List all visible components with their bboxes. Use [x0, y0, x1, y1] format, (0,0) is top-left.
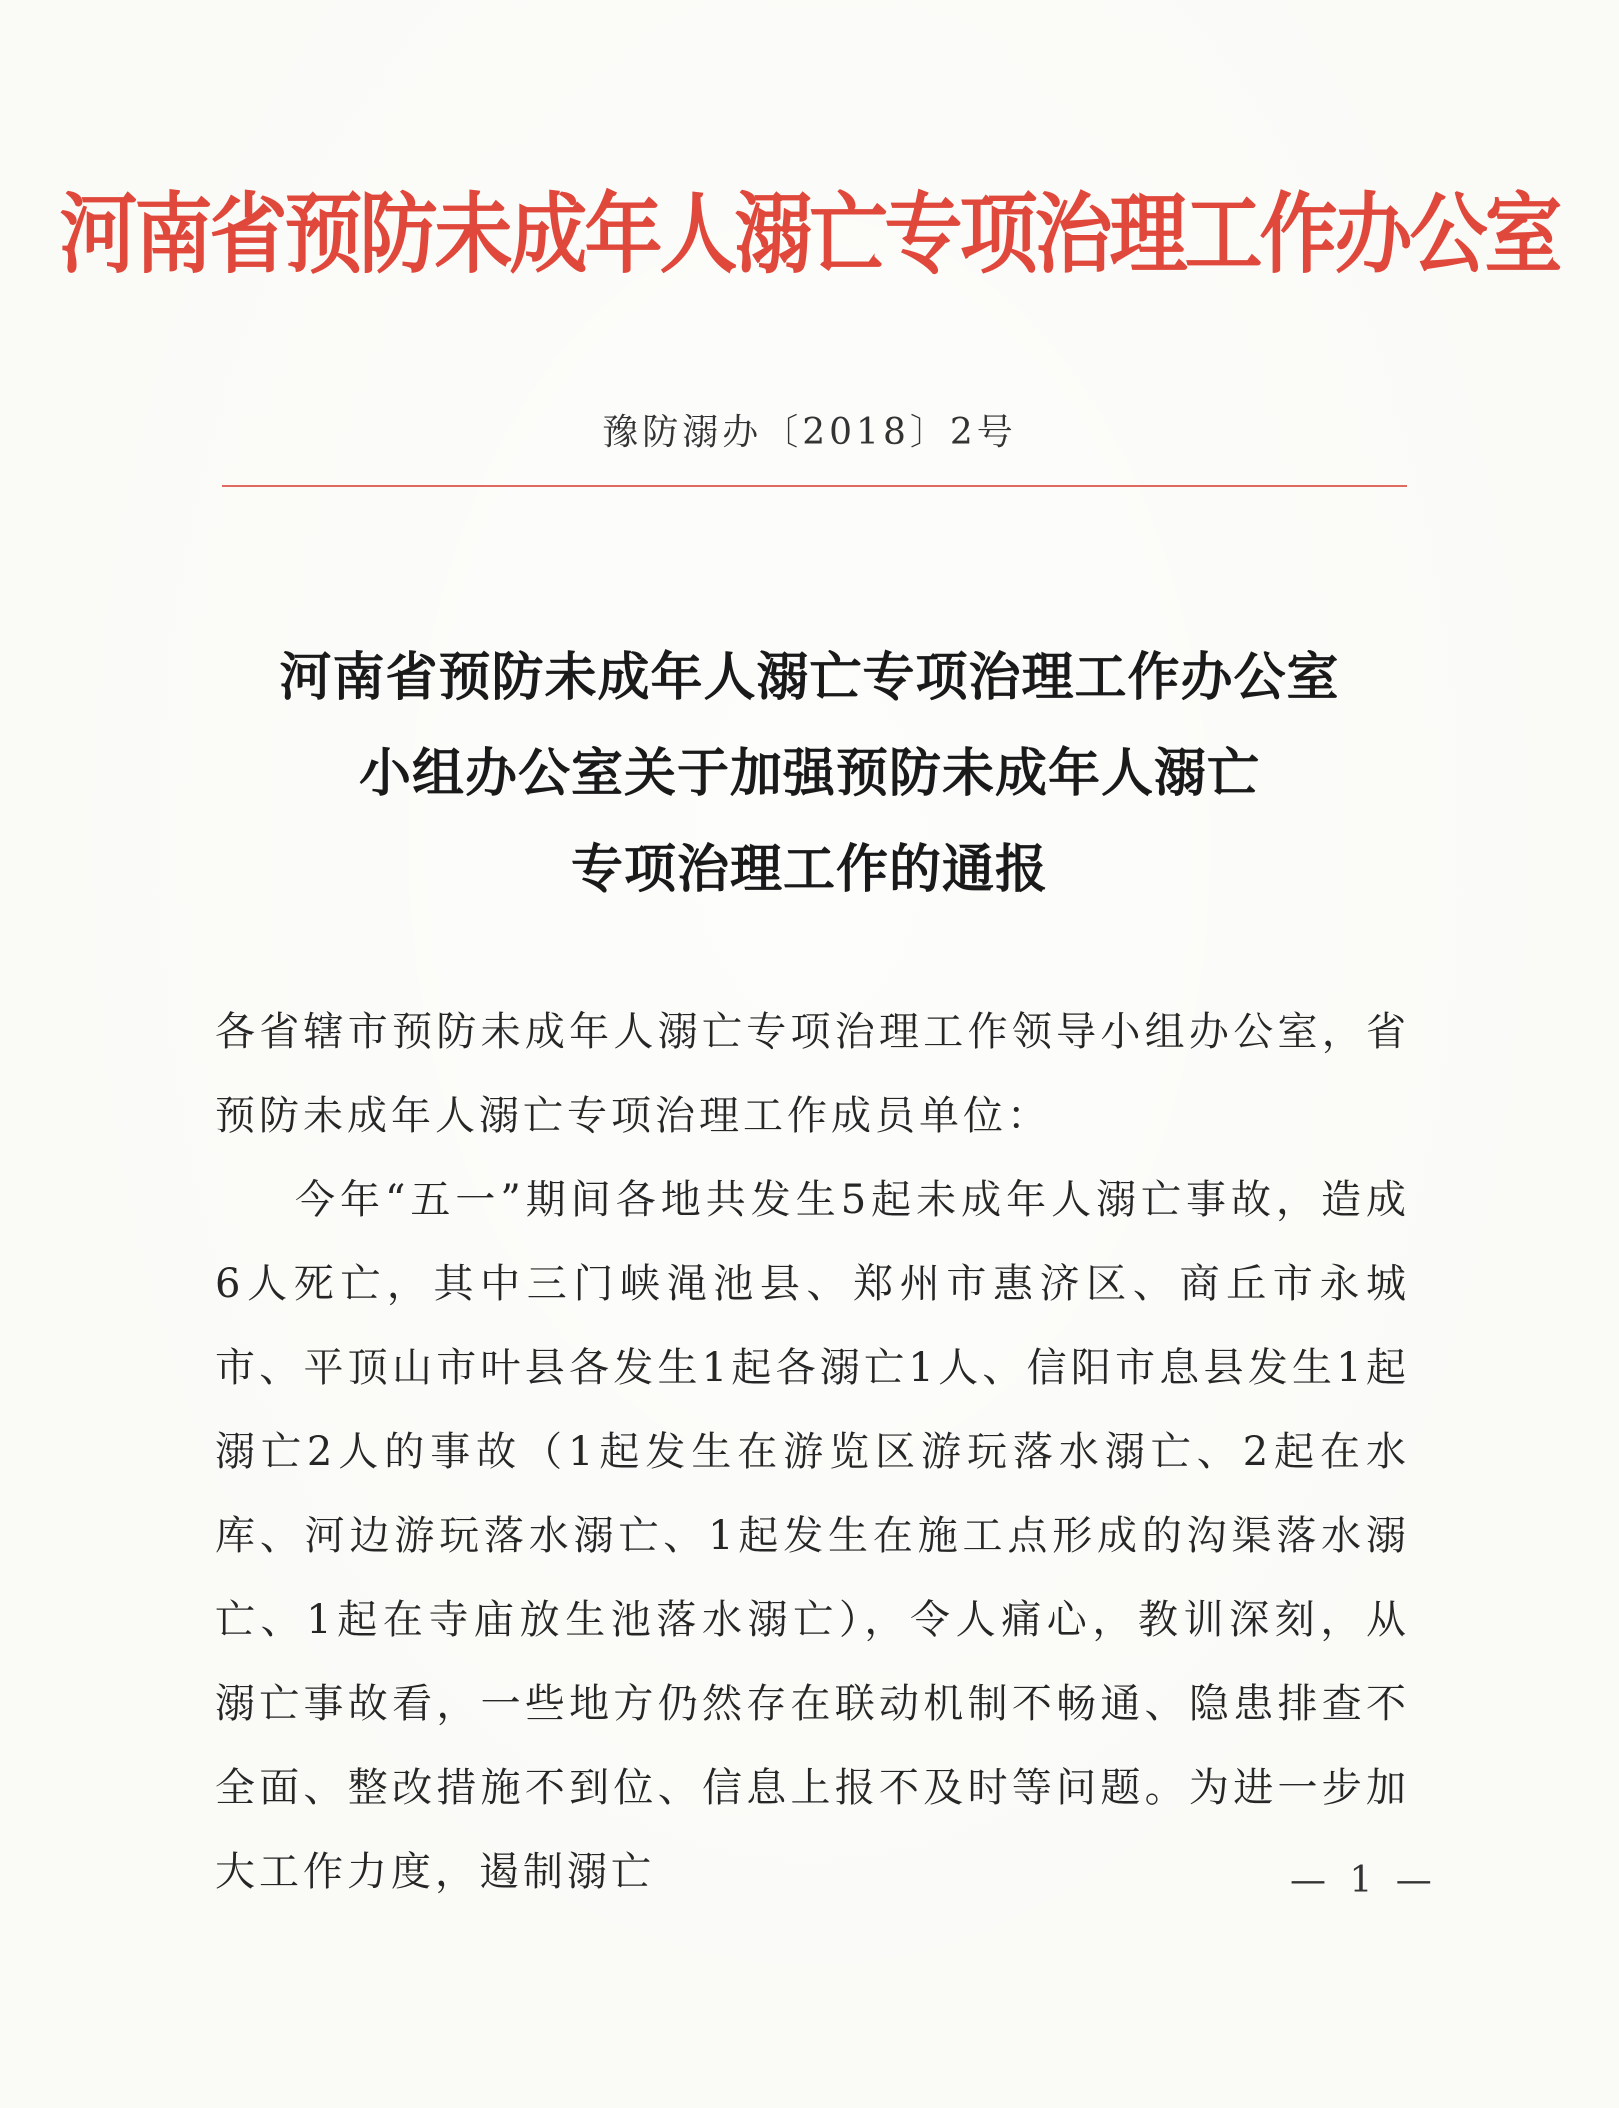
document-number: 豫防溺办〔2018〕2号: [602, 412, 1017, 453]
body-text: [215, 990, 1410, 1914]
notice-title-line: 专项治理工作的通报: [570, 839, 1048, 900]
addressee: 各省辖市预防未成年人溺亡专项治理工作领导小组办公室，省预防未成年人溺亡专项治理工作成员单位：: [215, 1009, 1410, 1139]
body-paragraph: 今年“五一”期间各地共发生5起未成年人溺亡事故，造成6人死亡，其中三门峡渑池县、郑州市惠济区、商丘市永城市、平顶山市叶县各发生1起各溺亡1人、信阳市息县发生1起溺亡2人的事故（1起发生在游览区游玩落水溺亡、2起在水库、河边游玩落水溺亡、1起发生在施工点形成的沟渠落水溺亡、1起在寺庙放生池落水溺亡），令人痛心，教训深刻，从溺亡事故看，一些地方仍然存在联动机制不畅通、隐患排查不全面、整改措施不到位、信息上报不及时等问题。为进一步加大工作力度，遏制溺亡: [215, 1177, 1410, 1895]
issuing-office-header: 河南省预防未成年人溺亡专项治理工作办公室: [59, 184, 1560, 286]
notice-title-line: 河南省预防未成年人溺亡专项治理工作办公室: [279, 647, 1340, 708]
header-divider: [222, 485, 1407, 487]
notice-title-line: 小组办公室关于加强预防未成年人溺亡: [358, 743, 1260, 804]
page-number: — 1 —: [1290, 1860, 1438, 1901]
notice-title: [0, 630, 1619, 918]
